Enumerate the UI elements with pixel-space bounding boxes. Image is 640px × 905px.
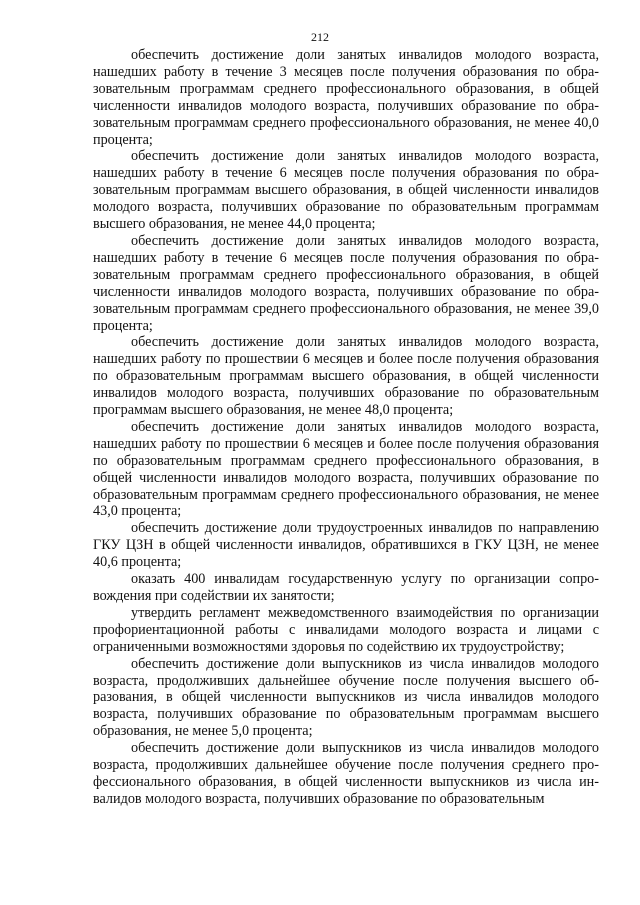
paragraph-7: оказать 400 инвалидам государственную услугу по организации сопровождения при содействии их занятости; (93, 571, 599, 604)
paragraph-4: обеспечить достижение доли занятых инвалидов молодого возраста, нашедших работу по прошествии 6 месяцев и более после получения образования по образовательным программам высшего образования, в общей численности инвалидов молодого возраста, получивших образование по образовательным программам высшего образования, не менее 48,0 процента; (93, 334, 599, 419)
paragraph-3: обеспечить достижение доли занятых инвалидов молодого возраста, нашедших работу в течение 6 месяцев после получения образования по образовательным программам среднего профессионального образования, в общей численности инвалидов молодого возраста, получивших образование по образовательным программам среднего профессионального образования, не менее 39,0 процента; (93, 232, 599, 334)
body-text (93, 47, 599, 808)
paragraph-10: обеспечить достижение доли выпускников из числа инвалидов молодого возраста, продолживших дальнейшее обучение после получения среднего профессионального образования, в общей численности выпускников из числа инвалидов молодого возраста, получивших образование по образовательным (93, 740, 599, 807)
paragraph-9: обеспечить достижение доли выпускников из числа инвалидов молодого возраста, продолживших дальнейшее обучение после получения высшего образования, в общей численности выпускников из числа инвалидов молодого возраста, получивших образование по образовательным программам высшего образования, не менее 5,0 процента; (93, 655, 599, 740)
paragraph-6: обеспечить достижение доли трудоустроенных инвалидов по направлению ГКУ ЦЗН в общей численности инвалидов, обратившихся в ГКУ ЦЗН, не менее 40,6 процента; (93, 520, 599, 571)
paragraph-5: обеспечить достижение доли занятых инвалидов молодого возраста, нашедших работу по прошествии 6 месяцев и более после получения образования по образовательным программам среднего профессионального образования, в общей численности инвалидов молодого возраста, получивших образование по образовательным программам среднего профессионального образования, не менее 43,0 процента; (93, 418, 599, 520)
paragraph-8: утвердить регламент межведомственного взаимодействия по организации профориентационной работы с инвалидами молодого возраста и лицами с ограниченными возможностями здоровья по содействию их трудоустройству; (93, 604, 599, 655)
paragraph-1: обеспечить достижение доли занятых инвалидов молодого возраста, нашедших работу в течение 3 месяцев после получения образования по образовательным программам среднего профессионального образования, в общей численности инвалидов молодого возраста, получивших образование по образовательным программам среднего профессионального образования, не менее 40,0 процента; (93, 47, 599, 148)
paragraph-2: обеспечить достижение доли занятых инвалидов молодого возраста, нашедших работу в течение 6 месяцев после получения образования по образовательным программам высшего образования, в общей численности инвалидов молодого возраста, получивших образование по образовательным программам высшего образования, не менее 44,0 процента; (93, 148, 599, 233)
page-number: 212 (311, 30, 329, 44)
